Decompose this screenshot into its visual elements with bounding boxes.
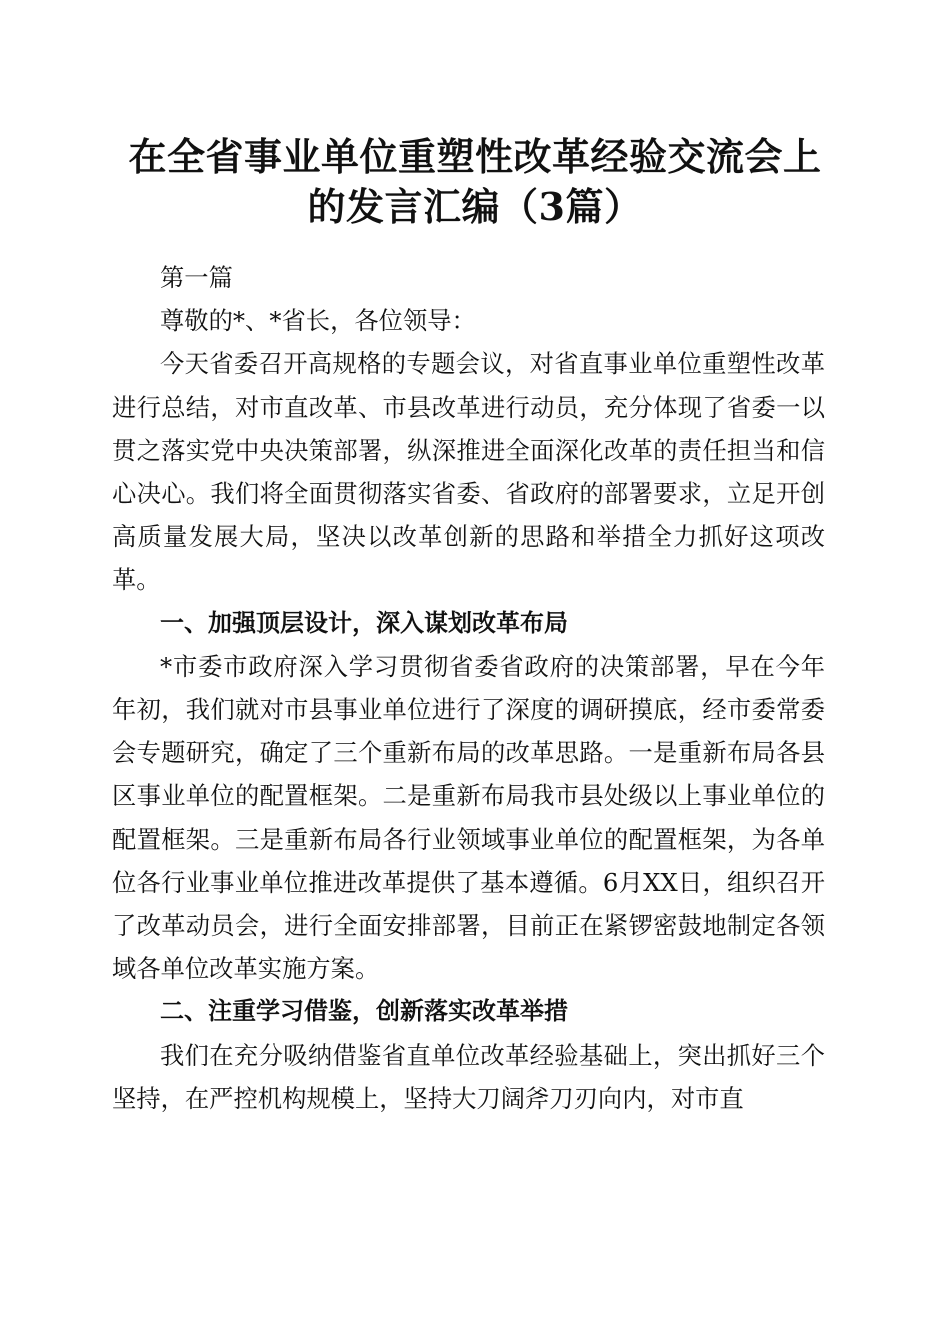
salutation: 尊敬的*、*省长，各位领导： bbox=[160, 306, 476, 336]
paragraph-intro: 今天省委召开高规格的专题会议，对省直事业单位重塑性改革进行总结，对市直改革、市县改革进行动员，充分体现了省委一以贯之落实党中央决策部署，纵深推进全面深化改革的责任担当和信心决心。我们将全面贯彻落实省委、省政府的部署要求，立足开创高质量发展大局，坚决以改革创新的思路和举措全力抓好这项改革。 bbox=[112, 349, 825, 595]
document-title: 在全省事业单位重塑性改革经验交流会上的发言汇编（3篇） bbox=[128, 134, 822, 229]
section-heading-2: 二、注重学习借鉴，创新落实改革举措 bbox=[160, 997, 568, 1026]
paragraph-section-2: 我们在充分吸纳借鉴省直单位改革经验基础上，突出抓好三个坚持，在严控机构规模上，坚持大刀阔斧刀刃向内，对市直 bbox=[112, 1040, 825, 1113]
paragraph-section-1: *市委市政府深入学习贯彻省委省政府的决策部署，早在今年年初，我们就对市县事业单位进行了深度的调研摸底，经市委常委会专题研究，确定了三个重新布局的改革思路。一是重新布局各县区事业单位的配置框架。二是重新布局我市县处级以上事业单位的配置框架。三是重新布局各行业领域事业单位的配置框架，为各单位各行业事业单位推进改革提供了基本遵循。6月XX日，组织召开了改革动员会，进行全面安排部署，目前正在紧锣密鼓地制定各领域各单位改革实施方案。 bbox=[112, 651, 825, 984]
document-body bbox=[112, 256, 825, 1120]
section-label: 第一篇 bbox=[160, 263, 233, 292]
section-heading-1: 一、加强顶层设计，深入谋划改革布局 bbox=[160, 608, 568, 637]
